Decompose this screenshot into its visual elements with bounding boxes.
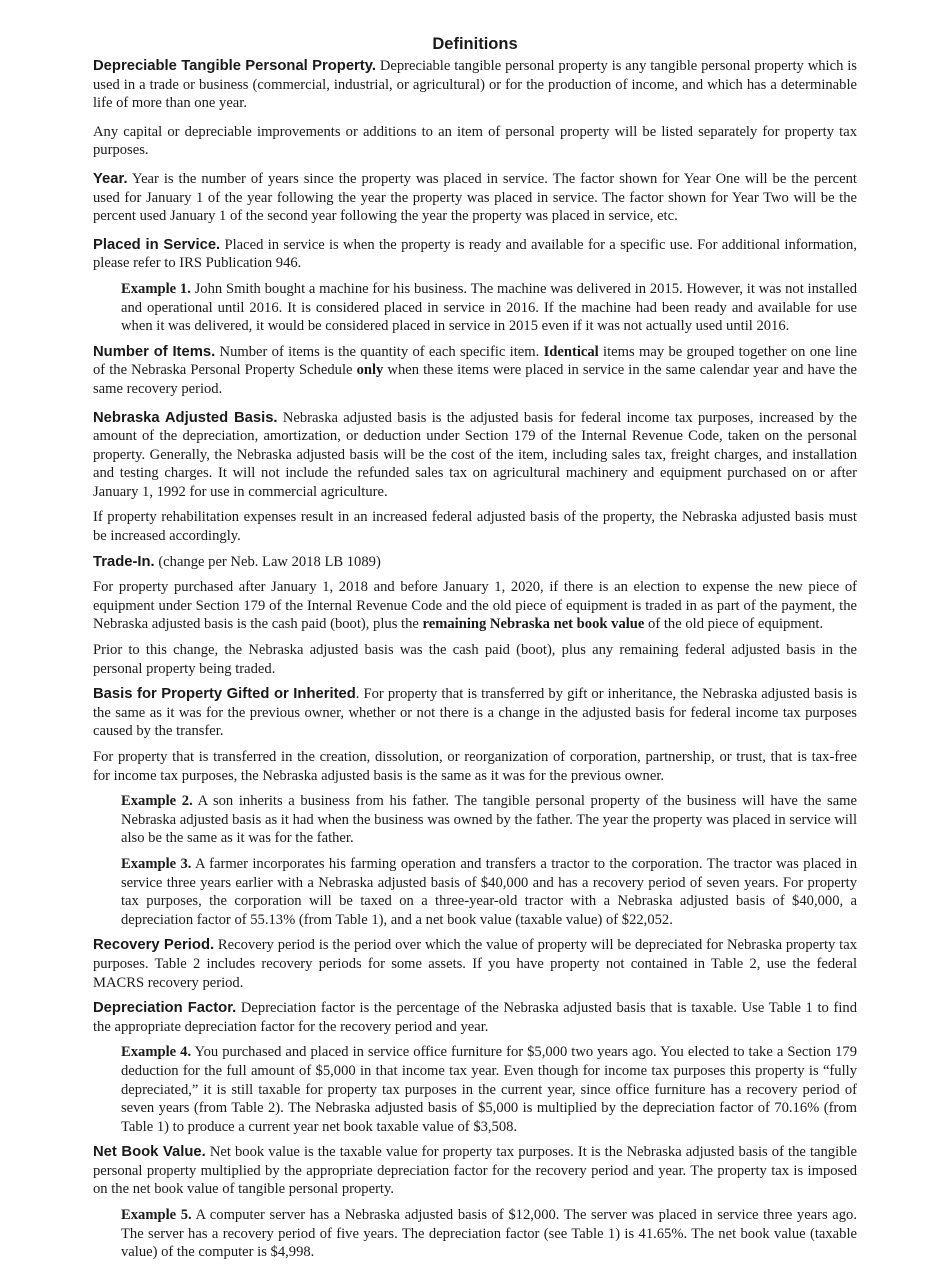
page-title: Definitions bbox=[432, 35, 518, 53]
text-gifted-inherited: . For property that is transferred by gift or inheritance, the Nebraska adjusted basis is the same as it was for the previous owner, whether or not there is a change in the adjusted basis for federal income tax purposes caused by the transfer. bbox=[93, 686, 858, 740]
text-nebraska-adjusted-basis: Nebraska adjusted basis is the adjusted basis for federal income tax purposes, increased by the amount of the depreciation, amortization, or deduction under Section 179 of the Internal Revenue Code, taken on the personal property. Generally, the Nebraska adjusted basis will be the cost of the item, including sales tax, freight charges, and installation and testing charges. It will not include the refunded sales tax on agricultural machinery and equipment purchased on or after January 1, 1992 for use in commercial agriculture. bbox=[93, 409, 857, 500]
text-net-book-value: Net book value is the taxable value for property tax purposes. It is the Nebraska adjusted basis of the tangible personal property multiplied by the appropriate depreciation factor for the recovery period and year. The property tax is imposed on the net book value of tangible personal property. bbox=[93, 1144, 857, 1198]
heading-depreciable-property: Depreciable Tangible Personal Property. bbox=[93, 58, 376, 74]
example-2-text: A son inherits a business from his father. The tangible personal property of the business will have the same Nebraska adjusted basis as it had when the business was owned by the father. The year the property was placed in service will also be the same as it was for the father. bbox=[121, 793, 858, 847]
text-items-a: Number of items is the quantity of each specific item. bbox=[215, 343, 544, 360]
example-3 bbox=[121, 855, 857, 929]
section-nebraska-adjusted-basis bbox=[93, 409, 857, 502]
heading-trade-in: Trade-In. bbox=[93, 553, 155, 570]
text-items-c: when these items were placed in service in the same calendar year and have the same recovery period. bbox=[93, 362, 857, 397]
heading-nebraska-adjusted-basis: Nebraska Adjusted Basis. bbox=[93, 409, 278, 426]
section-recovery-period bbox=[93, 936, 857, 992]
text-depreciation-factor: Depreciation factor is the percentage of the Nebraska adjusted basis that is taxable. Use Table 1 to find the appropriate depreciation factor for the recovery period and year. bbox=[93, 1000, 857, 1035]
text-items-only: only bbox=[356, 362, 384, 379]
paragraph-trade-in-1 bbox=[93, 578, 857, 634]
example-2 bbox=[121, 792, 857, 848]
example-4 bbox=[121, 1043, 857, 1136]
example-3-label: Example 3. bbox=[121, 855, 192, 872]
heading-depreciation-factor: Depreciation Factor. bbox=[93, 1000, 237, 1017]
text-year: Year is the number of years since the property was placed in service. The factor shown for Year One will be the percent used for January 1 of the year following the year the property was placed in service. The factor shown for Year Two will be the percent used January 1 of the second year following the year the property was placed in service, etc. bbox=[93, 170, 857, 225]
trade-in-text-b: of the old piece of equipment. bbox=[644, 616, 824, 633]
heading-recovery-period: Recovery Period. bbox=[93, 937, 215, 954]
definitions-page bbox=[93, 34, 857, 1269]
section-depreciation-factor bbox=[93, 999, 857, 1036]
section-depreciable-property bbox=[93, 57, 857, 113]
example-4-label: Example 4. bbox=[121, 1044, 192, 1061]
heading-number-of-items: Number of Items. bbox=[93, 343, 216, 360]
text-placed-in-service: Placed in service is when the property is ready and available for a specific use. For additional information, please refer to IRS Publication 946. bbox=[93, 236, 857, 272]
example-1-text: John Smith bought a machine for his business. The machine was delivered in 2015. However, it was not installed and operational until 2016. It is considered placed in service in 2016. If the machine had been ready and available for use when it was delivered, it would be considered placed in service in 2015 even if it was not actually used until 2016. bbox=[121, 280, 857, 335]
heading-year: Year. bbox=[93, 170, 128, 187]
heading-net-book-value: Net Book Value. bbox=[93, 1144, 206, 1161]
paragraph-trade-in-2: Prior to this change, the Nebraska adjusted basis was the cash paid (boot), plus any remaining federal adjusted basis in the personal property being traded. bbox=[93, 642, 857, 677]
paragraph-improvements: Any capital or depreciable improvements or additions to an item of personal property will be listed separately for property tax purposes. bbox=[93, 123, 857, 159]
example-5-text: A computer server has a Nebraska adjusted basis of $12,000. The server was placed in service three years ago. The server has a recovery period of five years. The depreciation factor (see Table 1) is 41.65%. The net book value (taxable value) of the computer is $4,998. bbox=[121, 1207, 857, 1261]
example-5-label: Example 5. bbox=[121, 1207, 192, 1224]
trade-in-text-a: For property purchased after January 1, 2018 and before January 1, 2020, if there is an election to expense the new piece of equipment under Section 179 of the Internal Revenue Code and the old piece of equipment is traded in as part of the payment, the Nebraska adjusted basis is the cash paid (boot), plus the bbox=[93, 579, 857, 633]
paragraph-rehabilitation: If property rehabilitation expenses result in an increased federal adjusted basis of the property, the Nebraska adjusted basis must be increased accordingly. bbox=[93, 509, 857, 545]
section-number-of-items bbox=[93, 343, 857, 399]
section-year bbox=[93, 170, 857, 226]
section-trade-in bbox=[93, 553, 857, 572]
section-gifted-inherited bbox=[93, 685, 857, 741]
example-1-label: Example 1. bbox=[121, 280, 191, 297]
example-4-text: You purchased and placed in service office furniture for $5,000 two years ago. You elected to take a Section 179 deduction for the full amount of $5,000 in that income tax year. Even though for income tax purposes this property is “fully depreciated,” it is still taxable for property tax purposes in the current year, since office furniture has a recovery period of seven years (from Table 2). The Nebraska adjusted basis of $5,000 is multiplied by the depreciation factor of 70.16% (from Table 1) to produce a current year net book taxable value of $3,508. bbox=[121, 1044, 857, 1135]
example-3-text: A farmer incorporates his farming operation and transfers a tractor to the corporation. The tractor was placed in service three years earlier with a Nebraska adjusted basis of $40,000 and has a recovery period of seven years. For property tax purposes, the corporation will be taxed on a three-year-old tractor with a Nebraska adjusted basis of $40,000, a depreciation factor of 55.13% (from Table 1), and a net book value (taxable value) of $22,052. bbox=[121, 855, 857, 928]
trade-in-note: (change per Neb. Law 2018 LB 1089) bbox=[154, 553, 381, 570]
heading-gifted-inherited: Basis for Property Gifted or Inherited bbox=[93, 686, 356, 703]
heading-placed-in-service: Placed in Service. bbox=[93, 236, 221, 253]
example-1 bbox=[121, 280, 857, 336]
text-recovery-period: Recovery period is the period over which the value of property will be depreciated for Nebraska property tax purposes. Table 2 includes recovery periods for some assets. If you have property not contained in Table 2, use the federal MACRS recovery period. bbox=[93, 937, 857, 991]
text-items-b: items may be grouped together on one line of the Nebraska Personal Property Schedule bbox=[93, 343, 857, 379]
trade-in-bold: remaining Nebraska net book value bbox=[422, 616, 645, 633]
text-items-identical: Identical bbox=[543, 343, 599, 360]
text-depreciable-property: Depreciable tangible personal property is any tangible personal property which is used in a trade or business (commercial, industrial, or agricultural) or for the production of income, and which has a determinable life of more than one year. bbox=[93, 58, 857, 112]
example-5 bbox=[121, 1206, 857, 1262]
section-net-book-value bbox=[93, 1143, 857, 1199]
example-2-label: Example 2. bbox=[121, 793, 193, 810]
section-placed-in-service bbox=[93, 236, 857, 273]
paragraph-reorganization: For property that is transferred in the creation, dissolution, or reorganization of corporation, partnership, or trust, that is tax-free for income tax purposes, the Nebraska adjusted basis is the same as it was for the previous owner. bbox=[93, 749, 857, 784]
